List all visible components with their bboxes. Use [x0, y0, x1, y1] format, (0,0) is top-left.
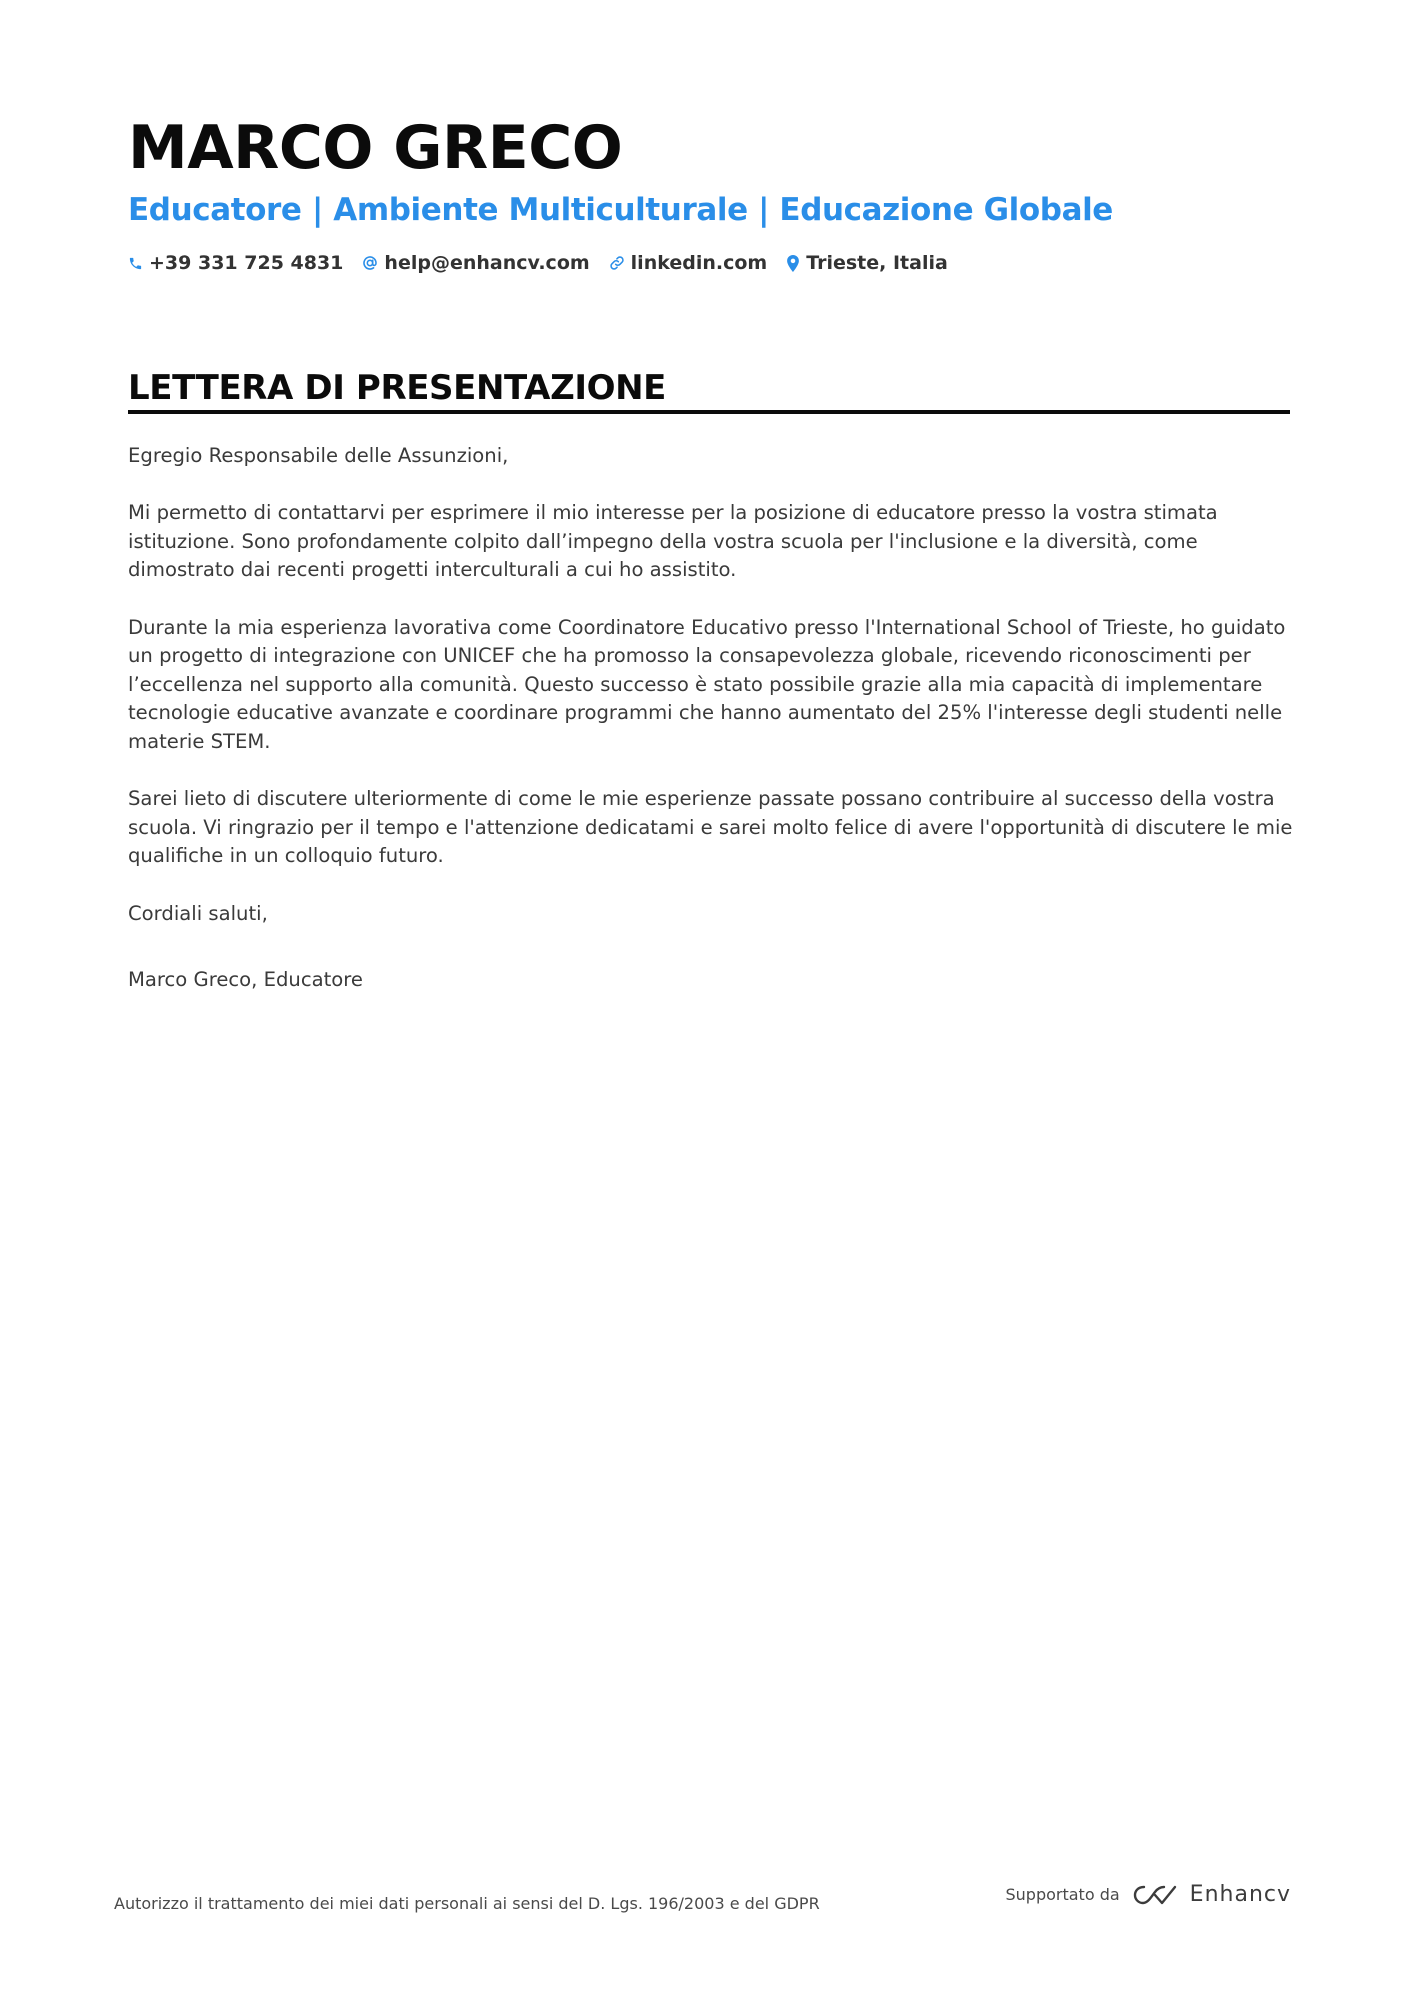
enhancv-logo-icon: [1132, 1883, 1178, 1907]
letter-closing: Cordiali saluti,: [128, 901, 268, 925]
contact-phone[interactable]: [128, 252, 343, 274]
phone-icon: [128, 256, 143, 271]
phone-number: +39 331 725 4831: [149, 252, 344, 274]
location-pin-icon: [786, 255, 800, 272]
candidate-name: MARCO GRECO: [128, 113, 623, 183]
link-icon: [609, 255, 625, 271]
section-divider: [128, 410, 1290, 414]
location-text: Trieste, Italia: [806, 252, 948, 274]
letter-signature: Marco Greco, Educatore: [128, 968, 363, 992]
letter-paragraph: Mi permetto di contattarvi per esprimere il mio interesse per la posizione di educatore presso la vostra stimata istituzione. Sono profondamente colpito dall’impegno della vostra scuola per l'inclusione e la diversità, come dimostrato dai recenti progetti interculturali a cui ho assistito.: [128, 501, 1218, 582]
powered-by-label: Supportato da: [1005, 1885, 1120, 1904]
brand-name: Enhancv: [1189, 1882, 1291, 1907]
section-title: LETTERA DI PRESENTAZIONE: [128, 368, 666, 408]
candidate-headline: Educatore | Ambiente Multiculturale | Educazione Globale: [128, 192, 1113, 228]
letter-paragraph: Sarei lieto di discutere ulteriormente di come le mie esperienze passate possano contribuire al successo della vostra scuola. Vi ringrazio per il tempo e l'attenzione dedicatami e sarei molto felice di avere l'opportunità di discutere le mie qualifiche in un colloquio futuro.: [128, 787, 1293, 868]
letter-body: [128, 442, 1293, 1023]
footer-branding[interactable]: [1006, 1882, 1292, 1907]
letter-greeting: Egregio Responsabile delle Assunzioni,: [128, 444, 509, 467]
contact-email[interactable]: [362, 252, 589, 274]
email-address: help@enhancv.com: [384, 252, 590, 274]
contact-bar: [128, 252, 948, 274]
contact-location: [786, 252, 948, 274]
footer-consent: Autorizzo il trattamento dei miei dati personali ai sensi del D. Lgs. 196/2003 e del GDPR: [114, 1894, 820, 1913]
letter-paragraph: Durante la mia esperienza lavorativa come Coordinatore Educativo presso l'International School of Trieste, ho guidato un progetto di integrazione con UNICEF che ha promosso la consapevolezza globale, ricevendo riconoscimenti per l’eccellenza nel supporto alla comunità. Questo successo è stato possibile grazie alla mia capacità di implementare tecnologie educative avanzate e coordinare programmi che hanno aumentato del 25% l'interesse degli studenti nelle materie STEM.: [128, 615, 1286, 753]
contact-link[interactable]: [609, 252, 768, 274]
profile-link: linkedin.com: [630, 252, 768, 274]
at-icon: [362, 255, 378, 271]
